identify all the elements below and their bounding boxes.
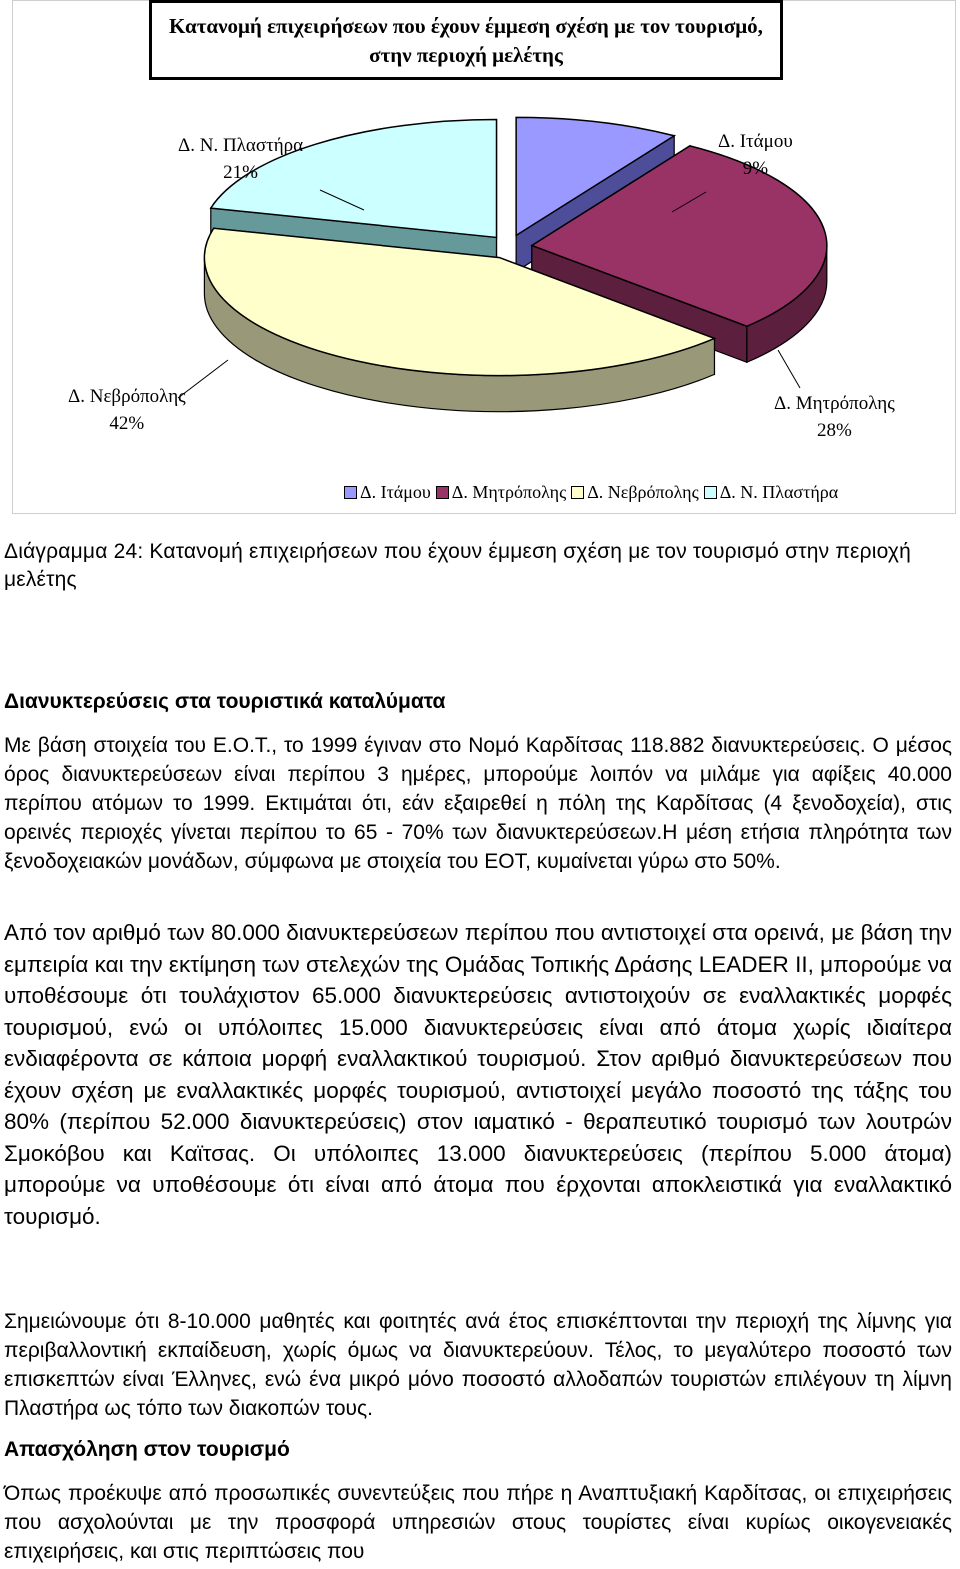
data-label-itamou (718, 128, 793, 182)
chart-title-line-1: Κατανομή επιχειρήσεων που έχουν έμμεση σχέση με τον τουρισμό, (169, 14, 763, 38)
legend-item-mitropolis (436, 482, 566, 503)
section-heading-overnight-stays: Διανυκτερεύσεις στα τουριστικά καταλύματα (4, 690, 446, 713)
legend-label-mitropolis: Δ. Μητρόπολης (451, 481, 567, 502)
legend-item-nevropolis (571, 482, 698, 503)
data-label-mitropolis-pct: 28% (816, 420, 852, 441)
legend-label-nevropolis: Δ. Νεβρόπολης (587, 481, 699, 502)
chart-title-line-2: στην περιοχή μελέτης (369, 43, 563, 67)
data-label-itamou-name: Δ. Ιτάμου (718, 131, 793, 152)
legend-swatch-plastira (704, 486, 717, 499)
legend-swatch-itamou (344, 486, 357, 499)
chart-legend (344, 481, 843, 503)
data-label-plastira-name: Δ. Ν. Πλαστήρα (178, 135, 304, 156)
legend-item-plastira (704, 482, 839, 503)
data-label-plastira-pct: 21% (223, 162, 258, 183)
data-label-mitropolis-name: Δ. Μητρόπολης (774, 393, 895, 414)
legend-swatch-mitropolis (436, 486, 449, 499)
legend-swatch-nevropolis (571, 486, 584, 499)
figure-caption: Διάγραμμα 24: Κατανομή επιχειρήσεων που έχουν έμμεση σχέση με τον τουρισμό στην περιοχή μελέτης (4, 540, 912, 591)
legend-label-plastira: Δ. Ν. Πλαστήρα (719, 481, 839, 502)
paragraph-students-visitors: Σημειώνουμε ότι 8-10.000 μαθητές και φοιτητές ανά έτος επισκέπτονται την περιοχή της λίμνης για περιβαλλοντική εκπαίδευση, χωρίς όμως να διανυκτερεύουν. Τέλος, το μεγαλύτερο ποσοστό των επισκεπτών είναι Έλληνες, ενώ ένα μικρό μόνο ποσοστό αλλοδαπών τουριστών επιλέγουν τη λίμνη Πλαστήρα ως τόπο των διακοπών τους. (4, 1310, 952, 1420)
paragraph-overnight-stats: Με βάση στοιχεία του Ε.Ο.Τ., το 1999 έγιναν στο Νομό Καρδίτσας 118.882 διανυκτερεύσεις. Ο μέσος όρος διανυκτερεύσεων είναι περίπου 3 ημέρες, μπορούμε λοιπόν να μιλάμε για αφίξεις 40.000 περίπου ατόμων το 1999. Εκτιμάται ότι, εάν εξαιρεθεί η πόλη της Καρδίτσας (4 ξενοδοχεία), στις ορεινές περιοχές γίνεται περίπου το 65 - 70% των διανυκτερεύσεων.Η μέση ετήσια πληρότητα των ξενοδοχειακών μονάδων, σύμφωνα με στοιχεία του ΕΟΤ, κυμαίνεται γύρω στο 50%. (4, 734, 952, 873)
paragraph-alternative-tourism: Από τον αριθμό των 80.000 διανυκτερεύσεων περίπου που αντιστοιχεί στα ορεινά, με βάση την εμπειρία και την εκτίμηση των στελεχών της Ομάδας Τοπικής Δράσης LEADER II, μπορούμε να υποθέσουμε ότι τουλάχιστον 65.000 διανυκτερεύσεις αντιστοιχούν σε εναλλακτικές μορφές τουρισμού, ενώ οι υπόλοιπες 15.000 διανυκτερεύσεις είναι από άτομα χωρίς ιδιαίτερα ενδιαφέροντα σε κάποια μορφή εναλλακτικού τουρισμού. Στον αριθμό διανυκτερεύσεων που έχουν σχέση με εναλλακτικές μορφές τουρισμού, αντιστοιχεί μεγάλο ποσοστό της τάξης του 80% (περίπου 52.000 διανυκτερεύσεις) στον ιαματικό - θεραπευτικό τουρισμό των λουτρών Σμοκόβου και Καϊτσας. Οι υπόλοιπες 13.000 διανυκτερεύσεις (περίπου 5.000 άτομα) μπορούμε να υποθέσουμε ότι είναι από άτομα που έρχονται αποκλειστικά για εναλλακτικό τουρισμό. (4, 920, 952, 1229)
data-label-plastira (178, 132, 303, 186)
data-label-nevropolis-pct: 42% (109, 413, 145, 434)
chart-title (149, 0, 783, 80)
data-label-itamou-pct: 9% (742, 158, 769, 179)
leader-line-4 (778, 350, 800, 388)
data-label-nevropolis (68, 383, 186, 437)
section-heading-employment: Απασχόληση στον τουρισμό (4, 1438, 290, 1461)
legend-item-itamou (344, 482, 431, 503)
data-label-mitropolis (774, 390, 895, 444)
data-label-nevropolis-name: Δ. Νεβρόπολης (68, 386, 186, 407)
legend-label-itamou: Δ. Ιτάμου (360, 481, 431, 502)
paragraph-employment: Όπως προέκυψε από προσωπικές συνεντεύξεις που πήρε η Αναπτυξιακή Καρδίτσας, οι επιχειρήσεις που ασχολούνται με την προσφορά υπηρεσιών στους τουρίστες είναι κυρίως οικογενειακές επιχειρήσεις, και στις περιπτώσεις που (4, 1482, 952, 1563)
